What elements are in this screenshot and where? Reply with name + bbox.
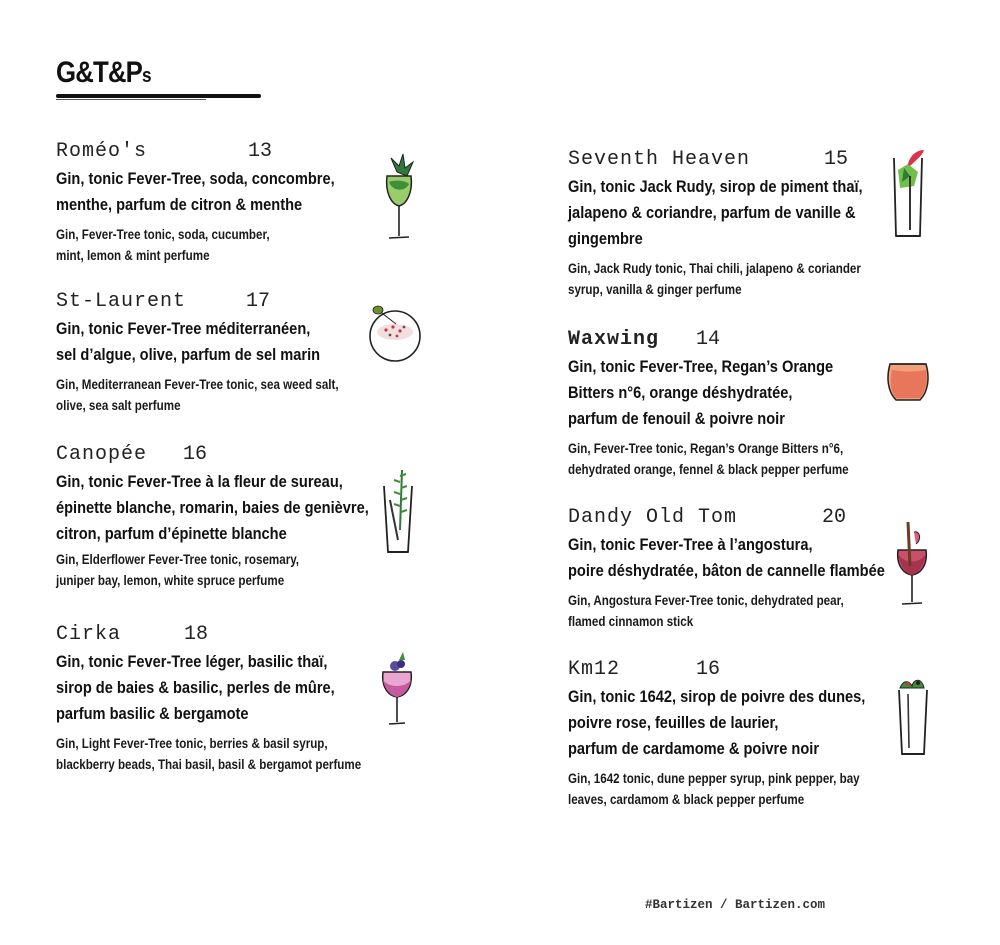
- menu-item-km12: [568, 658, 914, 810]
- footer-credit: #Bartizen / Bartizen.com: [645, 898, 826, 912]
- item-price: 16: [183, 443, 208, 466]
- item-description-fr: Gin, tonic Fever-Tree, Regan’s Orange Bitters n°6, orange déshydratée, parfum de fenouil & poivre noir: [568, 357, 834, 428]
- item-price: 15: [824, 148, 849, 171]
- item-description-en: Gin, Elderflower Fever-Tree tonic, rosemary, juniper bay, lemon, white spruce perfume: [56, 552, 300, 588]
- item-description-fr: Gin, tonic Jack Rudy, sirop de piment thaï, jalapeno & coriandre, parfum de vanille & gingembre: [568, 177, 863, 248]
- menu-item-dandy-old-tom: [568, 506, 936, 632]
- menu-item-seventh-heaven: [568, 148, 911, 300]
- item-description-en: Gin, Angostura Fever-Tree tonic, dehydrated pear, flamed cinnamon stick: [568, 593, 844, 629]
- chili-highball-icon: [888, 146, 930, 240]
- laurel-highball-icon: [894, 674, 932, 758]
- item-description-en: Gin, Light Fever-Tree tonic, berries & basil syrup, blackberry beads, Thai basil, basil & bergamot perfume: [56, 736, 362, 772]
- page-title: G&T&Ps: [56, 56, 151, 89]
- menu-item-romeos: [56, 140, 380, 266]
- orange-tumbler-icon: [884, 358, 934, 404]
- item-description-en: Gin, 1642 tonic, dune pepper syrup, pink pepper, bay leaves, cardamom & black pepper perfume: [568, 771, 860, 807]
- item-price: 17: [246, 290, 271, 313]
- item-description-fr: Gin, tonic 1642, sirop de poivre des dunes, poivre rose, feuilles de laurier, parfum de cardamome & poivre noir: [568, 687, 866, 758]
- item-price: 16: [696, 658, 721, 681]
- menu-item-canopee: [56, 443, 420, 591]
- item-name: Seventh Heaven: [568, 148, 751, 171]
- item-price: 20: [822, 506, 847, 529]
- item-name: Roméo's: [56, 140, 148, 163]
- item-description-en: Gin, Mediterranean Fever-Tree tonic, sea weed salt, olive, sea salt perfume: [56, 377, 339, 413]
- item-description-fr: Gin, tonic Fever-Tree, soda, concombre, menthe, parfum de citron & menthe: [56, 169, 335, 214]
- item-description-fr: Gin, tonic Fever-Tree à l’angostura, poire déshydratée, bâton de cannelle flambée: [568, 535, 885, 580]
- item-description-fr: Gin, tonic Fever-Tree à la fleur de sureau, épinette blanche, romarin, baies de genièvre, citron, parfum d’épinette blanche: [56, 472, 369, 543]
- item-name: Canopée: [56, 443, 148, 466]
- item-price: 18: [184, 623, 209, 646]
- menu-item-st-laurent: [56, 290, 385, 416]
- berry-wineglass-icon: [377, 652, 419, 728]
- item-name: Km12: [568, 658, 621, 681]
- item-name: Dandy Old Tom: [568, 506, 738, 529]
- item-description-en: Gin, Fever-Tree tonic, Regan’s Orange Bitters n°6, dehydrated orange, fennel & black pepper perfume: [568, 441, 849, 477]
- item-description-en: Gin, Fever-Tree tonic, soda, cucumber, mint, lemon & mint perfume: [56, 227, 270, 263]
- item-name: St-Laurent: [56, 290, 187, 313]
- item-name: Cirka: [56, 623, 122, 646]
- item-name: Waxwing: [568, 328, 660, 351]
- menu-item-waxwing: [568, 328, 894, 480]
- menu-item-cirka: [56, 623, 411, 775]
- item-description-fr: Gin, tonic Fever-Tree méditerranéen, sel d’algue, olive, parfum de sel marin: [56, 319, 321, 364]
- item-description-en: Gin, Jack Rudy tonic, Thai chili, jalapeno & coriander syrup, vanilla & ginger perfume: [568, 261, 861, 297]
- cinnamon-wineglass-icon: [892, 520, 932, 610]
- item-price: 14: [696, 328, 721, 351]
- item-description-fr: Gin, tonic Fever-Tree léger, basilic thaï, sirop de baies & basilic, perles de mûre, parfum basilic & bergamote: [56, 652, 335, 723]
- olive-round-glass-icon: [366, 302, 426, 364]
- title-underline: [56, 94, 261, 98]
- item-price: 13: [248, 140, 273, 163]
- rosemary-highball-icon: [380, 470, 416, 556]
- cucumber-mint-wineglass-icon: [375, 152, 425, 244]
